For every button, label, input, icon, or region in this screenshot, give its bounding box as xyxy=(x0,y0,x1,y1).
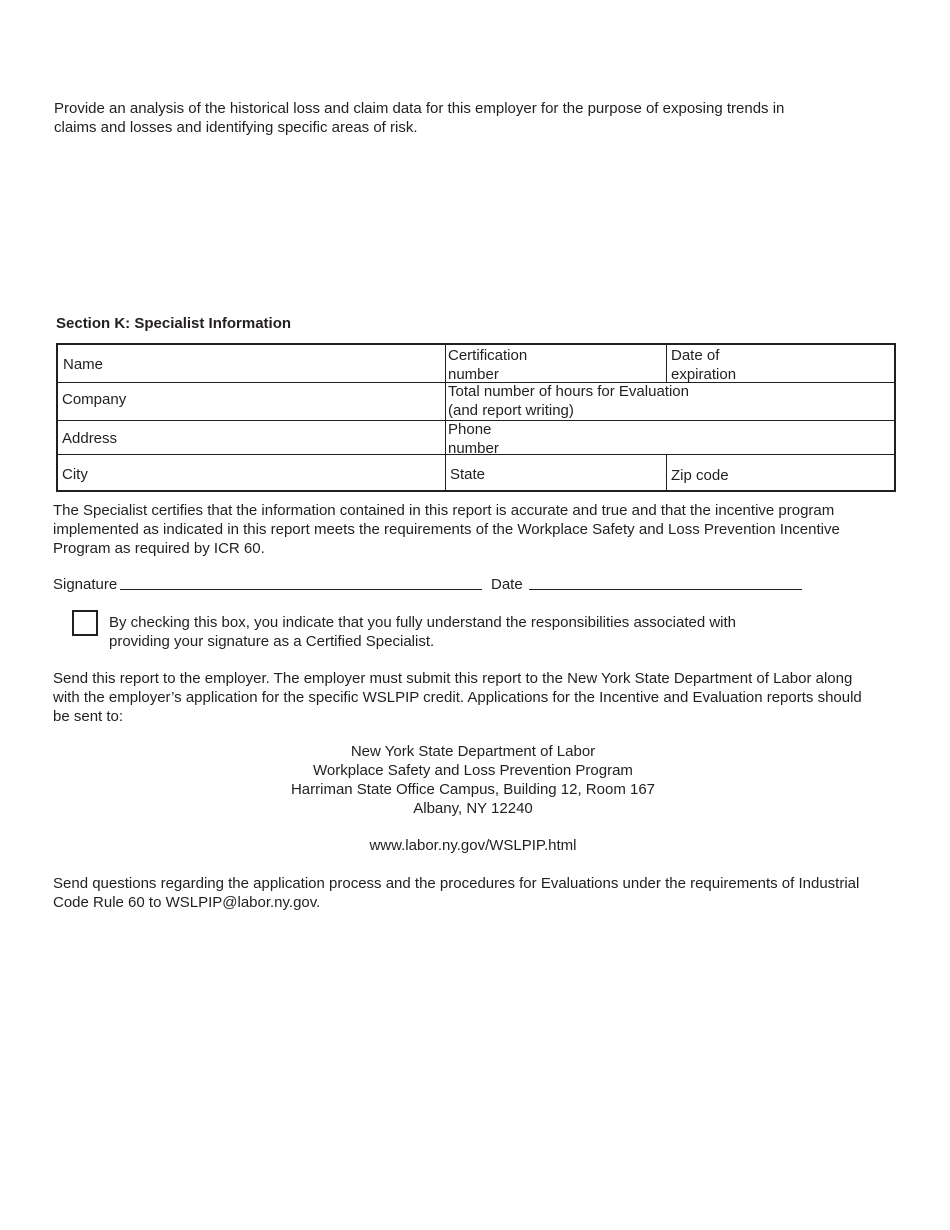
checkbox-label-line: By checking this box, you indicate that you fully understand the responsibilities associated with xyxy=(109,614,737,631)
field-label: Certification xyxy=(448,347,528,364)
state-field[interactable]: State xyxy=(450,466,486,483)
certification-line: The Specialist certifies that the information contained in this report is accurate and true and that the incentive program xyxy=(53,502,835,519)
field-label: number xyxy=(448,366,499,383)
intro-line: claims and losses and identifying specific areas of risk. xyxy=(54,119,418,136)
signature-label: Signature xyxy=(53,576,118,593)
table-column-divider xyxy=(666,454,667,492)
table-column-divider xyxy=(445,345,446,492)
certification-line: implemented as indicated in this report meets the requirements of the Workplace Safety and Loss Prevention Incentive xyxy=(53,521,840,538)
certification-line: Program as required by ICR 60. xyxy=(53,540,265,557)
signature-line[interactable] xyxy=(120,589,482,590)
address-line: Harriman State Office Campus, Building 12, Room 167 xyxy=(290,781,656,798)
section-title: Section K: Specialist Information xyxy=(56,315,292,332)
checkbox-label xyxy=(109,613,789,651)
phone-number-field[interactable] xyxy=(448,420,499,458)
address-line: Albany, NY 12240 xyxy=(413,800,533,817)
field-label: expiration xyxy=(671,366,737,383)
address-field[interactable]: Address xyxy=(62,430,118,447)
website-link[interactable]: www.labor.ny.gov/WSLPIP.html xyxy=(369,837,577,854)
field-label: number xyxy=(448,440,499,457)
zip-code-field[interactable]: Zip code xyxy=(671,467,729,484)
company-field[interactable]: Company xyxy=(62,391,127,408)
certification-statement xyxy=(53,501,893,558)
field-label: (and report writing) xyxy=(448,402,574,419)
city-field[interactable]: City xyxy=(62,466,88,483)
evaluation-hours-field[interactable] xyxy=(448,382,689,420)
address-line: New York State Department of Labor xyxy=(350,743,596,760)
instructions-line: be sent to: xyxy=(53,708,124,725)
date-of-expiration-field[interactable] xyxy=(671,346,736,384)
instructions-line: with the employer’s application for the specific WSLPIP credit. Applications for the Incentive and Evaluation reports should xyxy=(53,689,862,706)
instructions-line: Send this report to the employer. The employer must submit this report to the New York State Department of Labor along xyxy=(53,670,853,687)
name-field[interactable]: Name xyxy=(63,356,104,373)
field-label: Phone xyxy=(448,421,492,438)
questions-line: Send questions regarding the application process and the procedures for Evaluations under the requirements of Industrial xyxy=(53,875,860,892)
questions-paragraph xyxy=(53,874,903,912)
intro-paragraph xyxy=(54,99,854,137)
date-line[interactable] xyxy=(529,589,802,590)
table-column-divider xyxy=(666,345,667,382)
specialist-info-table xyxy=(56,343,896,492)
certified-specialist-checkbox[interactable] xyxy=(72,610,98,636)
field-label: Total number of hours for Evaluation xyxy=(448,383,689,400)
checkbox-label-line: providing your signature as a Certified Specialist. xyxy=(109,633,435,650)
field-label: Date of xyxy=(671,347,720,364)
date-label: Date xyxy=(491,576,523,593)
certification-number-field[interactable] xyxy=(448,346,527,384)
address-line: Workplace Safety and Loss Prevention Program xyxy=(313,762,633,779)
submission-instructions xyxy=(53,669,903,726)
intro-line: Provide an analysis of the historical loss and claim data for this employer for the purpose of exposing trends in xyxy=(54,100,785,117)
questions-line: Code Rule 60 to WSLPIP@labor.ny.gov. xyxy=(53,894,321,911)
